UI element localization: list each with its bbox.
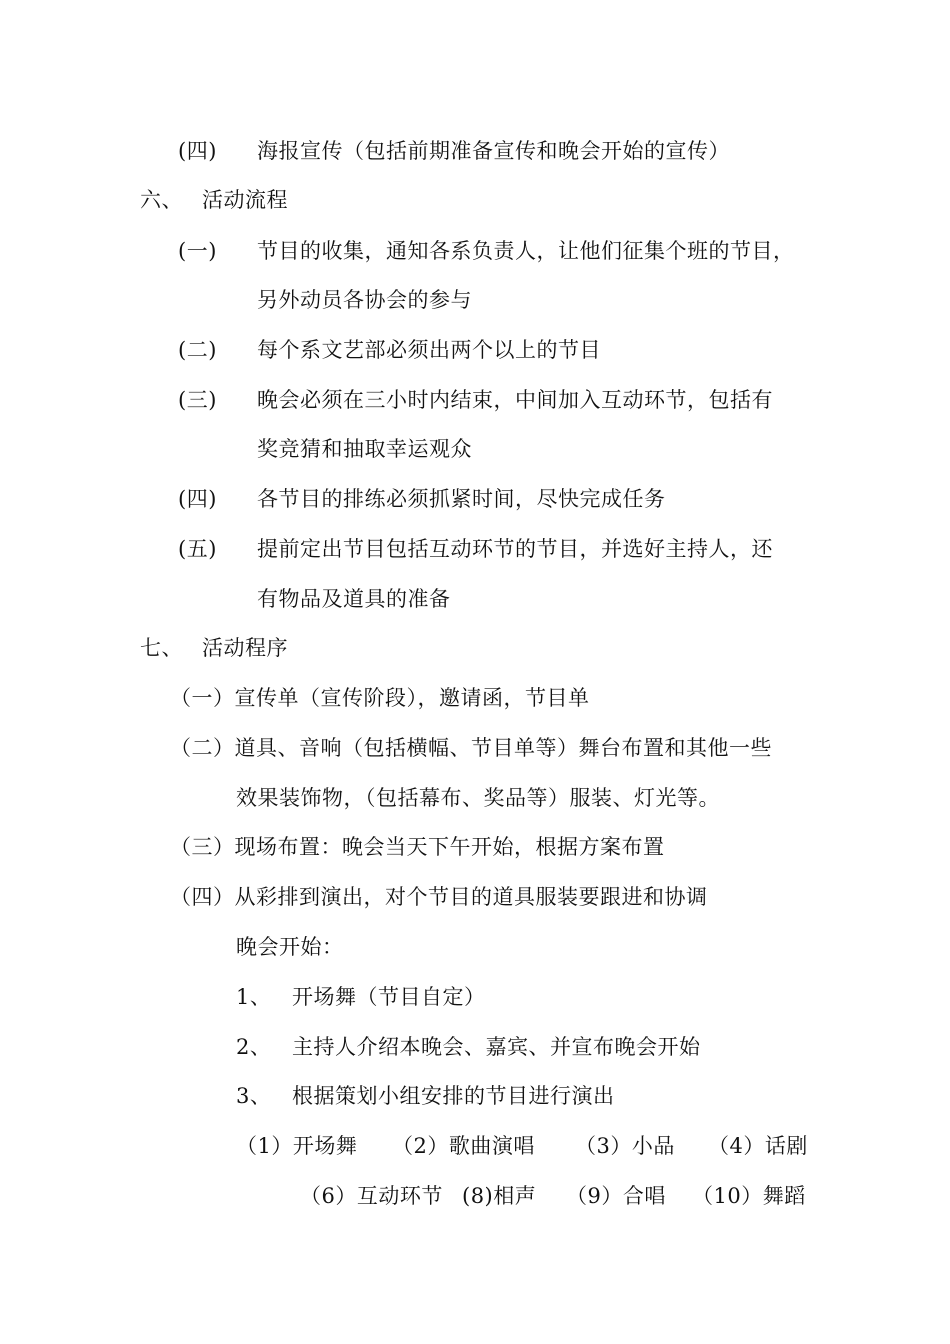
- item-text: （二）道具、音响（包括横幅、节目单等）舞台布置和其他一些: [170, 736, 772, 760]
- step-text: 根据策划小组安排的节目进行演出: [292, 1084, 615, 1108]
- item-text: （三）现场布置：晚会当天下午开始，根据方案布置: [170, 835, 665, 859]
- section-number: 六、: [140, 188, 183, 212]
- program-item: （3）小品: [575, 1134, 675, 1158]
- item-text: 海报宣传（包括前期准备宣传和晚会开始的宣传）: [257, 139, 730, 163]
- program-item: （4）话剧: [708, 1134, 808, 1158]
- program-item: （6）互动环节: [300, 1184, 443, 1208]
- step-text: 开场舞（节目自定）: [292, 985, 486, 1009]
- program-item: （9）合唱: [566, 1184, 666, 1208]
- item-text: 奖竞猜和抽取幸运观众: [257, 437, 472, 461]
- item-text: （四）从彩排到演出，对个节目的道具服装要跟进和协调: [170, 885, 708, 909]
- item-number: (三): [178, 388, 217, 412]
- item-number: (一): [178, 239, 217, 263]
- item-text: 有物品及道具的准备: [257, 587, 451, 611]
- step-text: 主持人介绍本晚会、嘉宾、并宣布晚会开始: [292, 1035, 701, 1059]
- item-text: 效果装饰物，（包括幕布、奖品等）服装、灯光等。: [236, 786, 720, 810]
- item-number: (四): [178, 487, 217, 511]
- item-text: 各节目的排练必须抓紧时间，尽快完成任务: [257, 487, 666, 511]
- item-text: 晚会必须在三小时内结束，中间加入互动环节，包括有: [257, 388, 773, 412]
- item-text: 另外动员各协会的参与: [257, 288, 472, 312]
- item-text: 提前定出节目包括互动环节的节目，并选好主持人，还: [257, 537, 773, 561]
- program-item: (8)相声: [462, 1184, 537, 1208]
- item-number: (二): [178, 338, 217, 362]
- item-number: (四): [178, 139, 217, 163]
- step-number: 1、: [236, 985, 272, 1009]
- step-number: 2、: [236, 1035, 272, 1059]
- item-text: 节目的收集，通知各系负责人，让他们征集个班的节目，: [257, 239, 795, 263]
- step-number: 3、: [236, 1084, 272, 1108]
- section-number: 七、: [140, 636, 183, 660]
- item-text: 每个系文艺部必须出两个以上的节目: [257, 338, 601, 362]
- program-item: （1）开场舞: [236, 1134, 358, 1158]
- section-title: 活动程序: [202, 636, 288, 660]
- section-title: 活动流程: [202, 188, 288, 212]
- program-item: （10）舞蹈: [692, 1184, 806, 1208]
- item-text: （一）宣传单（宣传阶段），邀请函，节目单: [170, 686, 590, 710]
- item-number: (五): [178, 537, 217, 561]
- item-text: 晚会开始：: [236, 935, 344, 959]
- program-item: （2）歌曲演唱: [392, 1134, 535, 1158]
